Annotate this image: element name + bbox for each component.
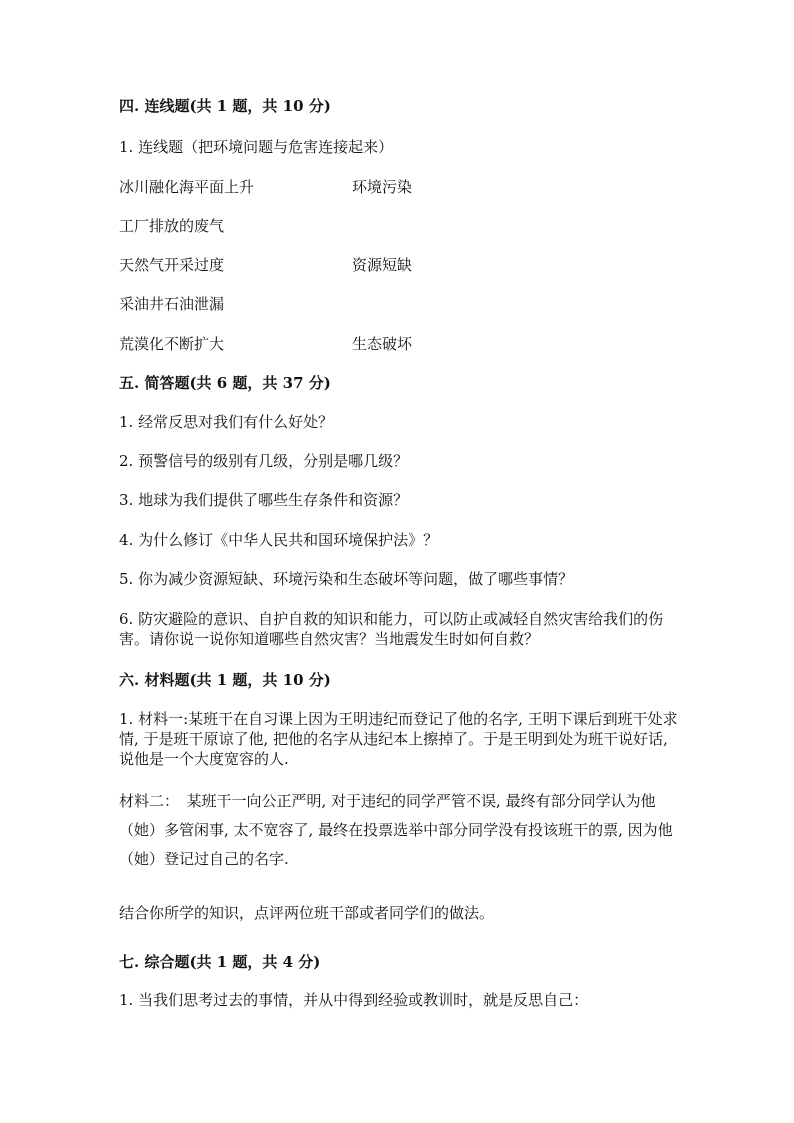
section-4-question-1: 1. 连线题（把环境问题与危害连接起来） bbox=[119, 138, 394, 156]
matching-left-item: 荒漠化不断扩大 bbox=[119, 335, 225, 353]
material-question: 结合你所学的知识，点评两位班干部或者同学们的做法。 bbox=[119, 904, 495, 922]
material-one: 1. 材料一:某班干在自习课上因为王明违纪而登记了他的名字, 王明下课后到班干处求情, 于是班干原谅了他, 把他的名字从违纪本上擦掉了。于是王明到处为班干说好话, 说他是一个大度宽容的人. bbox=[119, 710, 678, 768]
short-answer-question: 3. 地球为我们提供了哪些生存条件和资源？ bbox=[119, 491, 409, 509]
matching-left-item: 冰川融化海平面上升 bbox=[119, 178, 255, 196]
matching-right-item: 资源短缺 bbox=[352, 256, 413, 274]
matching-left-item: 采油井石油泄漏 bbox=[119, 295, 225, 313]
short-answer-question: 2. 预警信号的级别有几级，分别是哪几级？ bbox=[119, 452, 409, 470]
section-6-title: 六. 材料题(共 1 题，共 10 分) bbox=[119, 671, 331, 689]
short-answer-question: 1. 经常反思对我们有什么好处？ bbox=[119, 413, 334, 431]
section-7-title: 七. 综合题(共 1 题，共 4 分) bbox=[119, 953, 321, 971]
material-two: 材料二： 某班干一向公正严明, 对于违纪的同学严管不误, 最终有部分同学认为他（她）多管闲事, 太不宽容了, 最终在投票选举中部分同学没有投该班干的票, 因为他（她）登记过自己的名字. bbox=[119, 792, 673, 868]
short-answer-question: 6. 防灾避险的意识、自护自救的知识和能力，可以防止或减轻自然灾害给我们的伤害。请你说一说你知道哪些自然灾害？当地震发生时如何自救？ bbox=[119, 610, 664, 648]
section-7-question-1: 1. 当我们思考过去的事情，并从中得到经验或教训时，就是反思自己： bbox=[119, 991, 589, 1009]
matching-left-item: 天然气开采过度 bbox=[119, 256, 225, 274]
matching-right-item: 生态破坏 bbox=[352, 335, 413, 353]
short-answer-question: 4. 为什么修订《中华人民共和国环境保护法》？ bbox=[119, 531, 439, 549]
section-4-title: 四. 连线题(共 1 题，共 10 分) bbox=[119, 97, 331, 115]
section-5-title: 五. 简答题(共 6 题，共 37 分) bbox=[119, 374, 331, 392]
short-answer-question: 5. 你为减少资源短缺、环境污染和生态破坏等问题，做了哪些事情？ bbox=[119, 570, 574, 588]
matching-left-item: 工厂排放的废气 bbox=[119, 217, 225, 235]
matching-right-item: 环境污染 bbox=[352, 178, 413, 196]
